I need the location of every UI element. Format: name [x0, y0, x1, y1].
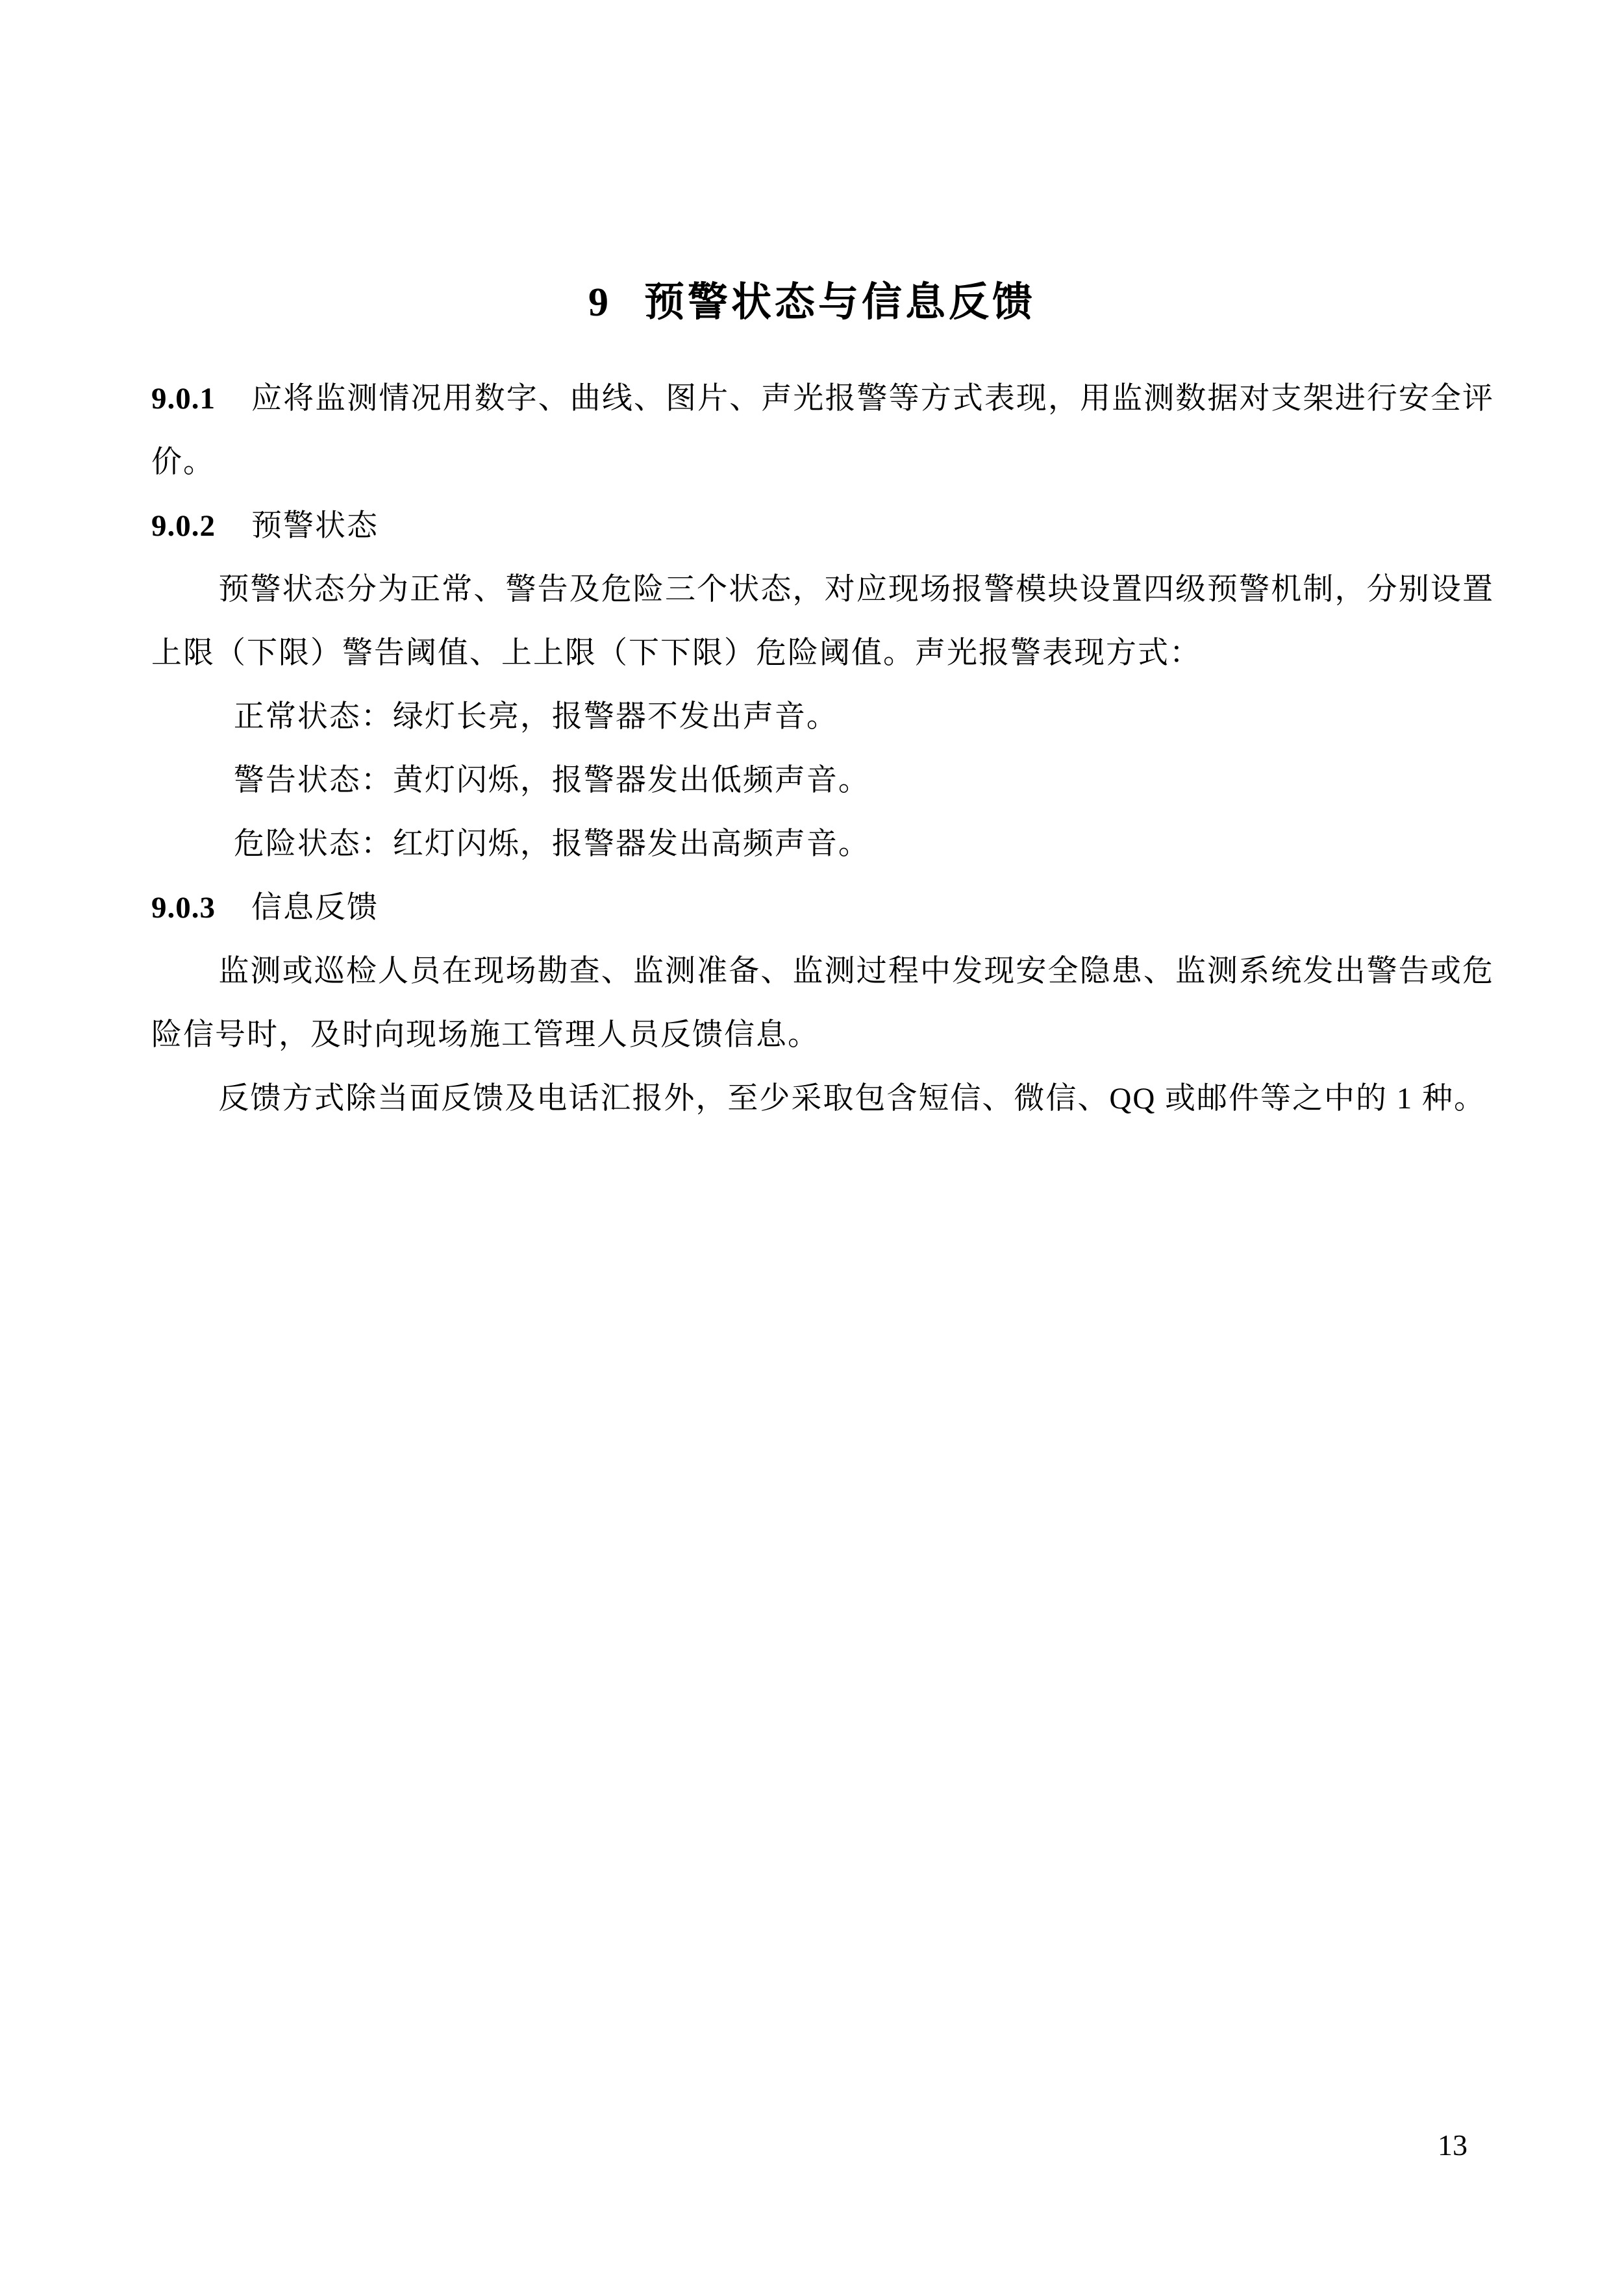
page-number: 13 [1438, 2128, 1468, 2162]
clause-9-0-1-number: 9.0.1 [151, 382, 216, 416]
document-body [151, 367, 1494, 1130]
clause-9-0-2-heading [151, 494, 1494, 558]
chapter-title-text: 预警状态与信息反馈 [643, 281, 1036, 325]
clause-9-0-3-heading-text: 信息反馈 [251, 891, 379, 925]
clause-9-0-3-paragraph-2: 反馈方式除当面反馈及电话汇报外，至少采取包含短信、微信、QQ 或邮件等之中的 1 种。 [218, 1082, 1486, 1116]
clause-9-0-2-paragraph: 预警状态分为正常、警告及危险三个状态，对应现场报警模块设置四级预警机制，分别设置上限（下限）警告阈值、上上限（下下限）危险阈值。声光报警表现方式： [151, 573, 1494, 670]
clause-9-0-3-paragraph-1: 监测或巡检人员在现场勘查、监测准备、监测过程中发现安全隐患、监测系统发出警告或危险信号时，及时向现场施工管理人员反馈信息。 [151, 955, 1494, 1052]
clause-9-0-2-heading-text: 预警状态 [251, 509, 379, 543]
clause-9-0-1-text: 应将监测情况用数字、曲线、图片、声光报警等方式表现，用监测数据对支架进行安全评价。 [151, 382, 1494, 479]
clause-9-0-2-number: 9.0.2 [151, 509, 216, 543]
status-line-warning: 警告状态：黄灯闪烁，报警器发出低频声音。 [233, 764, 870, 797]
status-line-danger: 危险状态：红灯闪烁，报警器发出高频声音。 [233, 827, 870, 861]
chapter-title [0, 279, 1624, 326]
status-line-normal: 正常状态：绿灯长亮，报警器不发出声音。 [233, 700, 838, 734]
clause-9-0-3-heading [151, 876, 1494, 940]
chapter-number: 9 [588, 281, 608, 325]
clause-9-0-1 [151, 367, 1494, 494]
clause-9-0-3-number: 9.0.3 [151, 891, 216, 925]
